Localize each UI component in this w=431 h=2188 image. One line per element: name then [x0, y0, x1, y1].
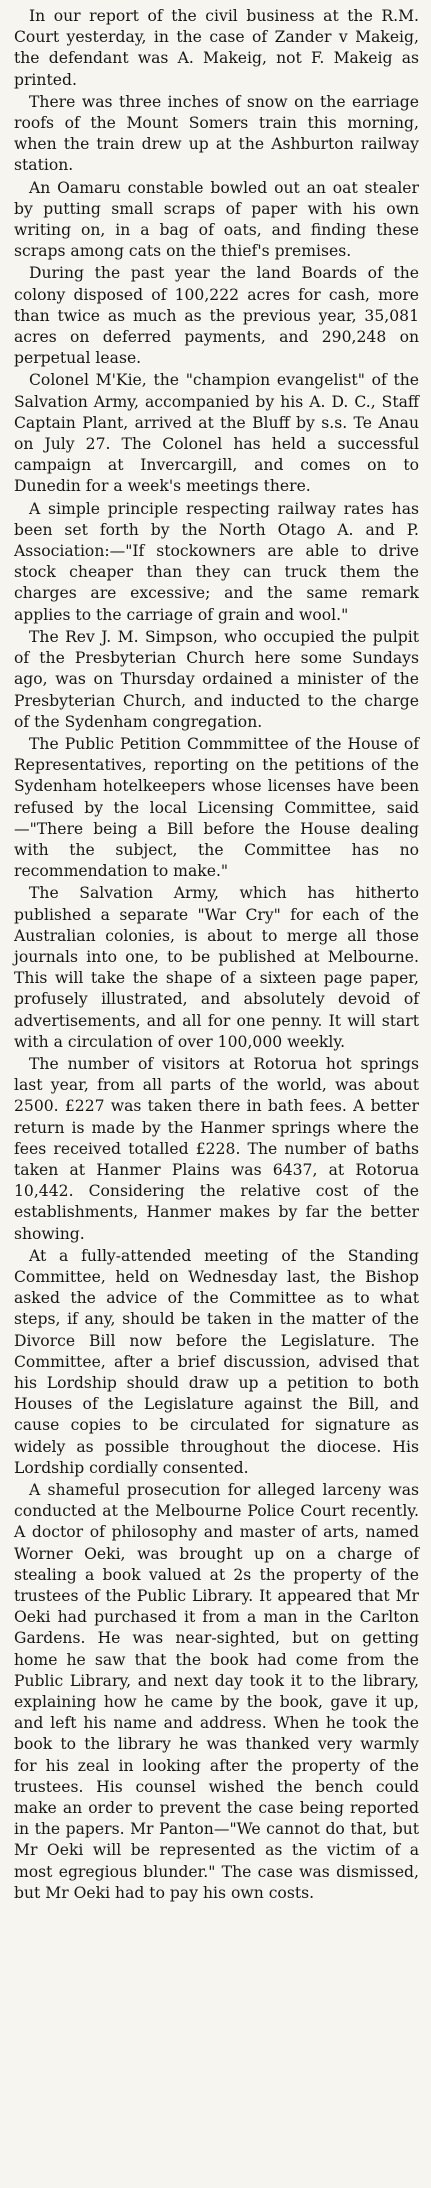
news-paragraph-public-petition: The Public Petition Commmittee of the House of Representatives, reporting on the petitions of the Sydenham hotelkeepers whose licenses have been refused by the local Licensing Committee, said—"There being a Bill before the House dealing with the subject, the Committee has no recommendation to make." — [14, 734, 419, 881]
news-paragraph-colonel-mkie: Colonel M'Kie, the "champion evangelist" of the Salvation Army, accompanied by his A. D. C., Staff Captain Plant, arrived at the Bluff by s.s. Te Anau on July 27. The Colonel has held a successful campaign at Invercargill, and comes on to Dunedin for a week's meetings there. — [14, 371, 419, 496]
news-paragraph-court-report: In our report of the civil business at the R.M. Court yesterday, in the case of Zander v Makeig, the defendant was A. Makeig, not F. Makeig as printed. — [14, 7, 419, 89]
news-paragraph-land-boards: During the past year the land Boards of the colony disposed of 100,222 acres for cash, more than twice as much as the previous year, 35,081 acres on deferred payments, and 290,248 on perpetual lease. — [14, 264, 419, 368]
news-paragraph-oat-stealer: An Oamaru constable bowled out an oat stealer by putting small scraps of paper with his own writing on, in a bag of oats, and finding these scraps among cats on the thief's premises. — [14, 178, 419, 261]
news-paragraph-war-cry: The Salvation Army, which has hitherto published a separate "War Cry" for each of the Australian colonies, is about to merge all those journals into one, to be published at Melbourne. This will take the shape of a sixteen page paper, profusely illustrated, and absolutely devoid of advertisements, and all for one penny. It will start with a circulation of over 100,000 weekly. — [14, 884, 419, 1051]
news-paragraph-rotorua-springs: The number of visitors at Rotorua hot springs last year, from all parts of the world, was about 2500. £227 was taken there in bath fees. A better return is made by the Hanmer springs where the fees received totalled £228. The number of baths taken at Hanmer Plains was 6437, at Rotorua 10,442. Considering the relative cost of the establishments, Hanmer makes by far the better showing. — [14, 1054, 419, 1243]
news-paragraph-standing-committee: At a fully-attended meeting of the Standing Committee, held on Wednesday last, the Bishop asked the advice of the Committee as to what steps, if any, should be taken in the matter of the Divorce Bill now before the Legislature. The Committee, after a brief discussion, advised that his Lordship should draw up a petition to both Houses of the Legislature against the Bill, and cause copies to be circulated for signature as widely as possible throughout the diocese. His Lordship cordially consented. — [14, 1246, 419, 1477]
news-paragraph-rev-simpson: The Rev J. M. Simpson, who occupied the pulpit of the Presbyterian Church here some Sundays ago, was on Thursday ordained a minister of the Presbyterian Church, and inducted to the charge of the Sydenham congregation. — [14, 627, 419, 731]
news-paragraph-melbourne-prosecution: A shameful prosecution for alleged larceny was conducted at the Melbourne Police Court recently. A doctor of philosophy and master of arts, named Worner Oeki, was brought up on a charge of stealing a book valued at 2s the property of the trustees of the Public Library. It appeared that Mr Oeki had purchased it from a man in the Carlton Gardens. He was near-sighted, but on getting home he saw that the book had come from the Public Library, and next day took it to the library, explaining how he came by the book, gave it up, and left his name and address. When he took the book to the library he was thanked very warmly for his zeal in looking after the property of the trustees. His counsel wished the bench could make an order to prevent the case being reported in the papers. Mr Panton—"We cannot do that, but Mr Oeki will be represented as the victim of a most egregious blunder." The case was dismissed, but Mr Oeki had to pay his own costs. — [14, 1481, 419, 1902]
news-paragraph-railway-rates: A simple principle respecting railway rates has been set forth by the North Otago A. and P. Association:—"If stockowners are able to drive stock cheaper than they can truck them the charges are excessive; and the same remark applies to the carriage of grain and wool." — [14, 499, 419, 624]
news-paragraph-snow: There was three inches of snow on the earriage roofs of the Mount Somers train this morning, when the train drew up at the Ashburton railway station. — [14, 92, 419, 175]
